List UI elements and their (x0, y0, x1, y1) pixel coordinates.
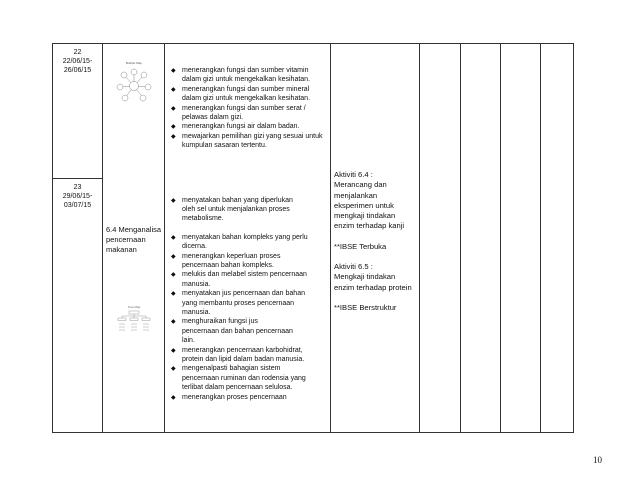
objective-line: metabolisme. (182, 215, 224, 223)
objective-item (171, 289, 326, 317)
week-23-cell (53, 179, 103, 433)
objective-item (171, 104, 326, 123)
empty-cell (420, 44, 461, 433)
lesson-plan-table (52, 43, 574, 433)
objective-line: terlibat dalam pencernaan selulosa. (182, 384, 293, 392)
week-dates-end: 03/07/15 (63, 202, 92, 209)
ibse-open-label: **IBSE Terbuka (334, 241, 387, 251)
activity-text: enzim terhadap protein (334, 282, 412, 292)
standard-line: 6.4 Menganalisa (106, 225, 162, 234)
objective-line: pencernaan ruminan dan rodensia yang (182, 374, 306, 382)
objective-item (171, 66, 326, 85)
objective-line: ◆ menerangkan proses pencernaan (182, 393, 287, 401)
objectives-week22-cell (165, 44, 331, 179)
objective-line: ◆ menerangkan fungsi dan sumber mineral (182, 85, 310, 93)
objective-item (171, 364, 326, 392)
objective-line: protein dan lipid dalam badan manusia. (182, 356, 305, 363)
objective-line: ◆ menghuraikan fungsi jus (182, 318, 258, 326)
bubble-map-thumbnail (112, 58, 156, 104)
activity-text: enzim terhadap kanji (334, 221, 405, 231)
objective-line: kumpulan sasaran tertentu. (182, 142, 267, 150)
objective-line: ◆ menerangkan fungsi air dalam badan. (182, 123, 300, 131)
objective-item (171, 252, 326, 271)
objective-line: pelawas dalam gizi. (182, 114, 244, 122)
objective-line: ◆ menerangkan fungsi dan sumber vitamin (182, 67, 309, 74)
objective-item (171, 233, 326, 252)
activity-text: eksperimen untuk (334, 200, 394, 210)
objective-line: ◆ menyatakan jus pencernaan dan bahan (182, 290, 305, 298)
learning-standard-cell (103, 44, 165, 433)
objective-line: ◆ mewajarkan pemilihan gizi yang sesuai untuk (182, 132, 323, 140)
empty-cell (501, 44, 541, 433)
objective-item (171, 85, 326, 104)
objectives-week23-cell (165, 179, 331, 433)
activities-cell (331, 44, 420, 433)
objective-line: ◆ menerangkan keperluan proses (182, 252, 281, 260)
week-dates-end: 26/06/15 (63, 67, 92, 74)
objective-item (171, 196, 326, 224)
objective-item (171, 317, 326, 345)
objective-line: dalam gizi untuk mengekalkan kesihatan. (182, 76, 311, 84)
activity-text: Merancang dan (334, 180, 387, 190)
objective-line: yang membantu proses pencernaan (182, 299, 295, 307)
activity-text: menjalankan (334, 190, 378, 200)
week-dates-start: 22/06/15- (62, 58, 93, 65)
objective-line: lain. (182, 337, 195, 345)
objective-item (171, 122, 326, 131)
week-number: 23 (73, 184, 82, 191)
standard-line: pencernaan (106, 235, 146, 244)
objective-line: ◆ mengenalpasti bahagian sistem (182, 365, 281, 373)
objective-line: ◆ menerangkan pencernaan karbohidrat, (182, 346, 303, 354)
objective-item (171, 393, 326, 402)
objective-line: ◆ menerangkan fungsi dan sumber serat / (182, 104, 306, 112)
ibse-structured-label: **IBSE Berstruktur (334, 302, 397, 312)
week-22-cell (53, 44, 103, 179)
tree-map-label: Tree Map (127, 305, 140, 309)
activity-text: Aktiviti 6.4 : (334, 170, 373, 179)
bubble-map-label: Bubble Map (125, 61, 142, 65)
objective-line: ◆ melukis dan melabel sistem pencernaan (182, 271, 307, 279)
objective-line: manusia. (182, 308, 211, 316)
objectives-week23-list (165, 179, 330, 403)
activity-text: Aktiviti 6.5 : (334, 262, 373, 272)
page-number: 10 (593, 455, 602, 465)
objective-line: manusia. (182, 280, 211, 288)
empty-cell (461, 44, 501, 433)
objectives-week22-list (165, 44, 330, 151)
activity-text: mengkaji tindakan (334, 211, 396, 221)
week-number: 22 (73, 49, 82, 56)
objective-item (171, 346, 326, 365)
activity-text: Mengkaji tindakan (334, 272, 396, 282)
objective-line: pencernaan dan bahan pencernaan (182, 327, 293, 335)
empty-cell (541, 44, 574, 433)
objective-item (171, 270, 326, 289)
objective-item (171, 132, 326, 151)
objective-line: pencernaan bahan kompleks. (182, 261, 274, 269)
learning-standard-text (106, 225, 170, 255)
objective-line: oleh sel untuk menjalankan proses (182, 205, 290, 213)
objective-line: ◆ menyatakan bahan kompleks yang perlu (182, 233, 308, 241)
week-dates-start: 29/06/15- (62, 193, 93, 200)
objective-line: dalam gizi untuk mengekalkan kesihatan. (182, 95, 311, 103)
objective-line: dicerna. (182, 243, 207, 251)
tree-map-thumbnail (116, 303, 152, 339)
objective-line: ◆ menyatakan bahan yang diperlukan (182, 196, 293, 204)
standard-line: makanan (106, 245, 137, 254)
